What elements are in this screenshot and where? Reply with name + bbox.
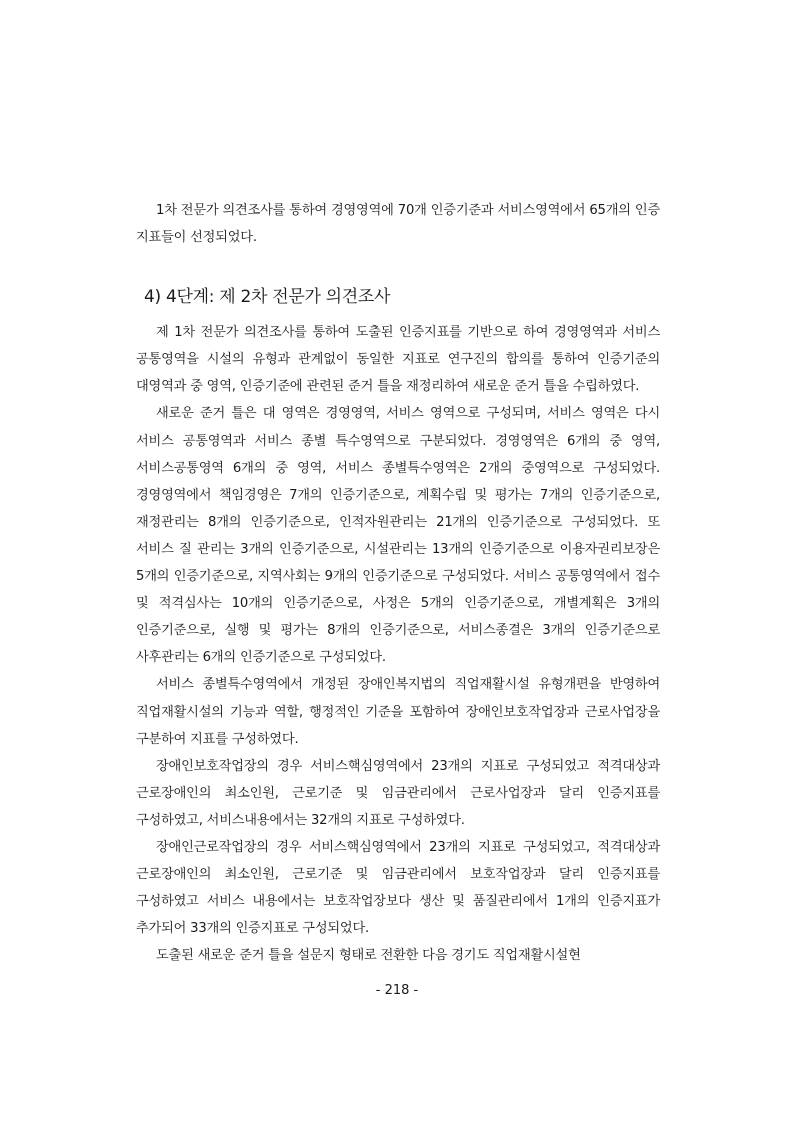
page-number: - 218 - <box>375 983 419 998</box>
paragraph: 장애인보호작업장의 경우 서비스핵심영역에서 23개의 지표로 구성되었고 적격대상과 근로장애인의 최소인원, 근로기준 및 임금관리에서 근로사업장과 달리 인증지표를 구성하였고, 서비스내용에서는 32개의 지표로 구성하였다. <box>136 758 660 828</box>
paragraph: 서비스 종별특수영역에서 개정된 장애인복지법의 직업재활시설 유형개편을 반영하여 직업재활시설의 기능과 역할, 행정적인 기준을 포함하여 장애인보호작업장과 근로사업장을 구분하여 지표를 구성하였다. <box>136 677 660 747</box>
paragraph: 장애인근로작업장의 경우 서비스핵심영역에서 23개의 지표로 구성되었고, 적격대상과 근로장애인의 최소인원, 근로기준 및 임금관리에서 보호작업장과 달리 인증지표를 구성하였고 서비스 내용에서는 보호작업장보다 생산 및 품질관리에서 1개의 인증지표가 추가되어 33개의 인증지표로 구성되었다. <box>136 839 660 937</box>
paragraph: 제 1차 전문가 의견조사를 통하여 도출된 인증지표를 기반으로 하여 경영영역과 서비스 공통영역을 시설의 유형과 관계없이 동일한 지표로 연구진의 합의를 통하여 인증기준의 대영역과 중 영역, 인증기준에 관련된 준거 틀을 재정리하여 새로운 준거 틀을 수립하였다. <box>136 325 660 395</box>
paragraph: 도출된 새로운 준거 틀을 설문지 형태로 전환한 다음 경기도 직업재활시설현 <box>156 948 581 964</box>
section-heading: 4) 4단계: 제 2차 전문가 의견조사 <box>144 287 391 308</box>
paragraph: 새로운 준거 틀은 대 영역은 경영영역, 서비스 영역으로 구성되며, 서비스 영역은 다시 서비스 공통영역과 서비스 종별 특수영역으로 구분되었다. 경영영역은 6개의 중 영역, 서비스공통영역 6개의 중 영역, 서비스 종별특수영역은 2개의 중영역으로 구성되었다. 경영영역에서 책임경영은 7개의 인증기준으로, 계획수립 및 평가는 7개의 인증기준으로, 재정관리는 8개의 인증기준으로, 인적자원관리는 21개의 인증기준으로 구성되었다. 또 서비스 질 관리는 3개의 인증기준으로, 시설관리는 13개의 인증기준으로 이용자권리보장은 5개의 인증기준으로, 지역사회는 9개의 인증기준으로 구성되었다. 서비스 공통영역에서 접수 및 적격심사는 10개의 인증기준으로, 사정은 5개의 인증기준으로, 개별계획은 3개의 인증기준으로, 실행 및 평가는 8개의 인증기준으로, 서비스종결은 3개의 인증기준으로 사후관리는 6개의 인증기준으로 구성되었다. <box>136 406 660 666</box>
page-body <box>136 197 660 969</box>
intro-paragraph: 1차 전문가 의견조사를 통하여 경영영역에 70개 인증기준과 서비스영역에서 65개의 인증 지표들이 선정되었다. <box>136 203 660 246</box>
